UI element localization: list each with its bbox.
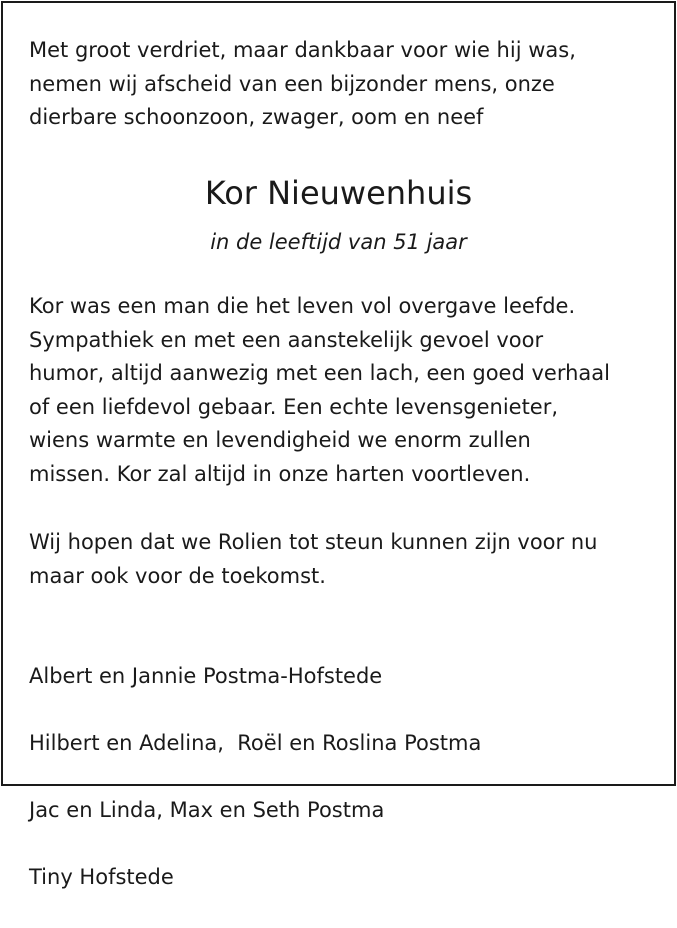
age-line: in de leeftijd van 51 jaar	[210, 230, 467, 254]
family-line: Hilbert en Adelina, Roël en Roslina Postma	[29, 730, 482, 755]
intro-text: Met groot verdriet, maar dankbaar voor wie hij was, nemen wij afscheid van een bijzonder mens, onze dierbare schoonzoon, zwager, oom en neef	[29, 38, 576, 129]
family-signatures	[29, 626, 654, 928]
hope-text: Wij hopen dat we Rolien tot steun kunnen zijn voor nu maar ook voor de toekomst.	[29, 530, 598, 588]
deceased-name: Kor Nieuwenhuis	[204, 174, 473, 212]
family-line: Jac en Linda, Max en Seth Postma	[29, 797, 385, 822]
family-line: Tiny Hofstede	[29, 864, 174, 889]
obituary-card	[1, 1, 676, 889]
family-line: Albert en Jannie Postma-Hofstede	[29, 663, 383, 688]
bio-text: Kor was een man die het leven vol overgave leefde. Sympathiek en met een aanstekelijk gevoel voor humor, altijd aanwezig met een lach, een goed verhaal of een liefdevol gebaar. Een echte levensgenieter, wiens warmte en levendigheid we enorm zullen missen. Kor zal altijd in onze harten voortleven.	[29, 294, 610, 486]
